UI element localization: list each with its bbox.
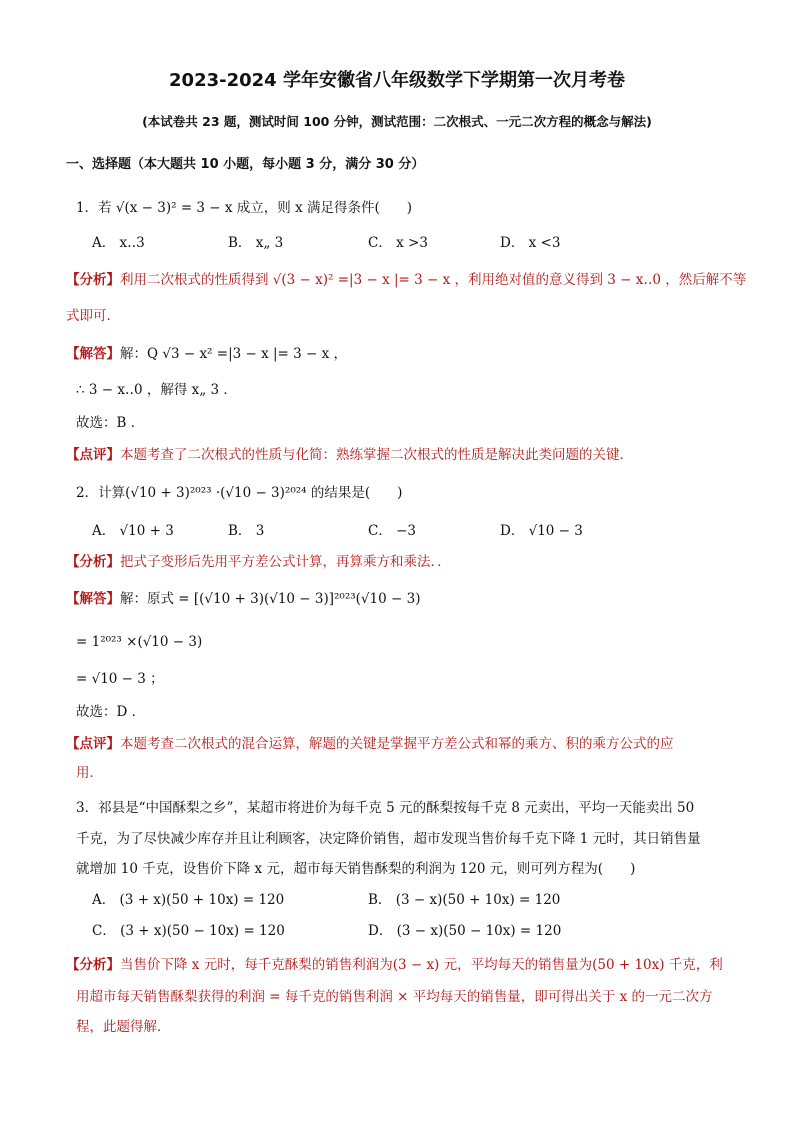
q2-option-c: C． −3 [368,523,417,539]
q2-comment [66,735,674,753]
answer-tag: 【解答】 [66,346,120,362]
q2-answer-step-3: = √10 − 3 ； [76,671,164,687]
q2-option-d: D． √10 − 3 [500,523,583,539]
q1-choice: 故选：B ． [76,415,145,431]
q2-option-b: B． 3 [228,523,265,539]
q3-option-b: B． (3 − x)(50 + 10x) = 120 [368,892,561,908]
q1-answer-step: ∴ 3 − x‥0 ，解得 x„ 3 ． [76,382,237,398]
q3-analysis-cont-1: 用超市每天销售酥梨获得的利润 = 每千克的销售利润 × 平均每天的销售量，即可得出关于 x 的一元二次方 [76,989,713,1005]
q1-option-c: C． x >3 [368,235,428,251]
comment-text: 本题考查二次根式的混合运算，解题的关键是掌握平方差公式和幂的乘方、积的乘方公式的应 [120,736,674,752]
analysis-text: 把式子变形后先用平方差公式计算，再算乘方和乘法．． [120,554,451,570]
q3-analysis-cont-2: 程，此题得解． [76,1019,171,1035]
q2-answer-step-2: = 1²⁰²³ ×(√10 − 3) [76,634,203,650]
q3-analysis [66,956,723,974]
answer-text: 解：Q √3 − x² =|3 − x |= 3 − x ， [120,346,348,362]
q2-option-a: A． √10 + 3 [92,523,174,539]
q3-option-a: A． (3 + x)(50 + 10x) = 120 [92,892,285,908]
answer-text: 解：原式 = [(√10 + 3)(√10 − 3)]²⁰²³(√10 − 3) [120,591,421,607]
q3-option-c: C． (3 + x)(50 − 10x) = 120 [92,923,285,939]
q1-option-b: B． x„ 3 [228,235,284,251]
question-3-stem-3: 就增加 10 千克，设售价下降 x 元，超市每天销售酥梨的利润为 120 元，则可列方程为( ) [76,861,636,877]
analysis-tag: 【分析】 [66,272,120,288]
q2-analysis [66,553,451,571]
question-3-stem-2: 千克，为了尽快减少库存并且让利顾客，决定降价销售，超市发现当售价每千克下降 1 元时，其日销售量 [76,831,701,847]
question-1-stem: 1．若 √(x − 3)² = 3 − x 成立，则 x 满足得条件( ) [76,200,413,216]
section-heading: 一、选择题（本大题共 10 小题，每小题 3 分，满分 30 分） [66,157,425,172]
question-2-stem: 2．计算(√10 + 3)²⁰²³ ·(√10 − 3)²⁰²⁴ 的结果是( ) [76,485,403,501]
q2-comment-cont: 用． [76,765,103,781]
page-title: 2023-2024 学年安徽省八年级数学下学期第一次月考卷 [169,70,625,91]
question-3-stem-1: 3．祁县是“中国酥梨之乡”，某超市将进价为每千克 5 元的酥梨按每千克 8 元卖出，平均一天能卖出 50 [76,800,695,816]
analysis-text: 当售价下降 x 元时，每千克酥梨的销售利润为(3 − x) 元，平均每天的销售量为(50 + 10x) 千克，利 [120,957,723,973]
q1-analysis-cont: 式即可． [66,308,120,324]
q1-answer [66,345,347,363]
page-subtitle: (本试卷共 23 题，测试时间 100 分钟，测试范围：二次根式、一元二次方程的概念与解法) [142,114,652,129]
answer-tag: 【解答】 [66,591,120,607]
q1-option-a: A． x‥3 [92,235,145,251]
analysis-tag: 【分析】 [66,957,120,973]
q1-option-d: D． x <3 [500,235,561,251]
comment-tag: 【点评】 [66,736,120,752]
q2-answer [66,590,420,608]
q1-analysis [66,271,746,289]
comment-text: 本题考查了二次根式的性质与化简：熟练掌握二次根式的性质是解决此类问题的关键． [120,447,633,463]
q3-option-d: D． (3 − x)(50 − 10x) = 120 [368,923,562,939]
analysis-text: 利用二次根式的性质得到 √(3 − x)² =|3 − x |= 3 − x ，利用绝对值的意义得到 3 − x‥0 ，然后解不等 [120,272,747,288]
q2-choice: 故选：D ． [76,704,146,720]
analysis-tag: 【分析】 [66,554,120,570]
q1-comment [66,446,633,464]
comment-tag: 【点评】 [66,447,120,463]
